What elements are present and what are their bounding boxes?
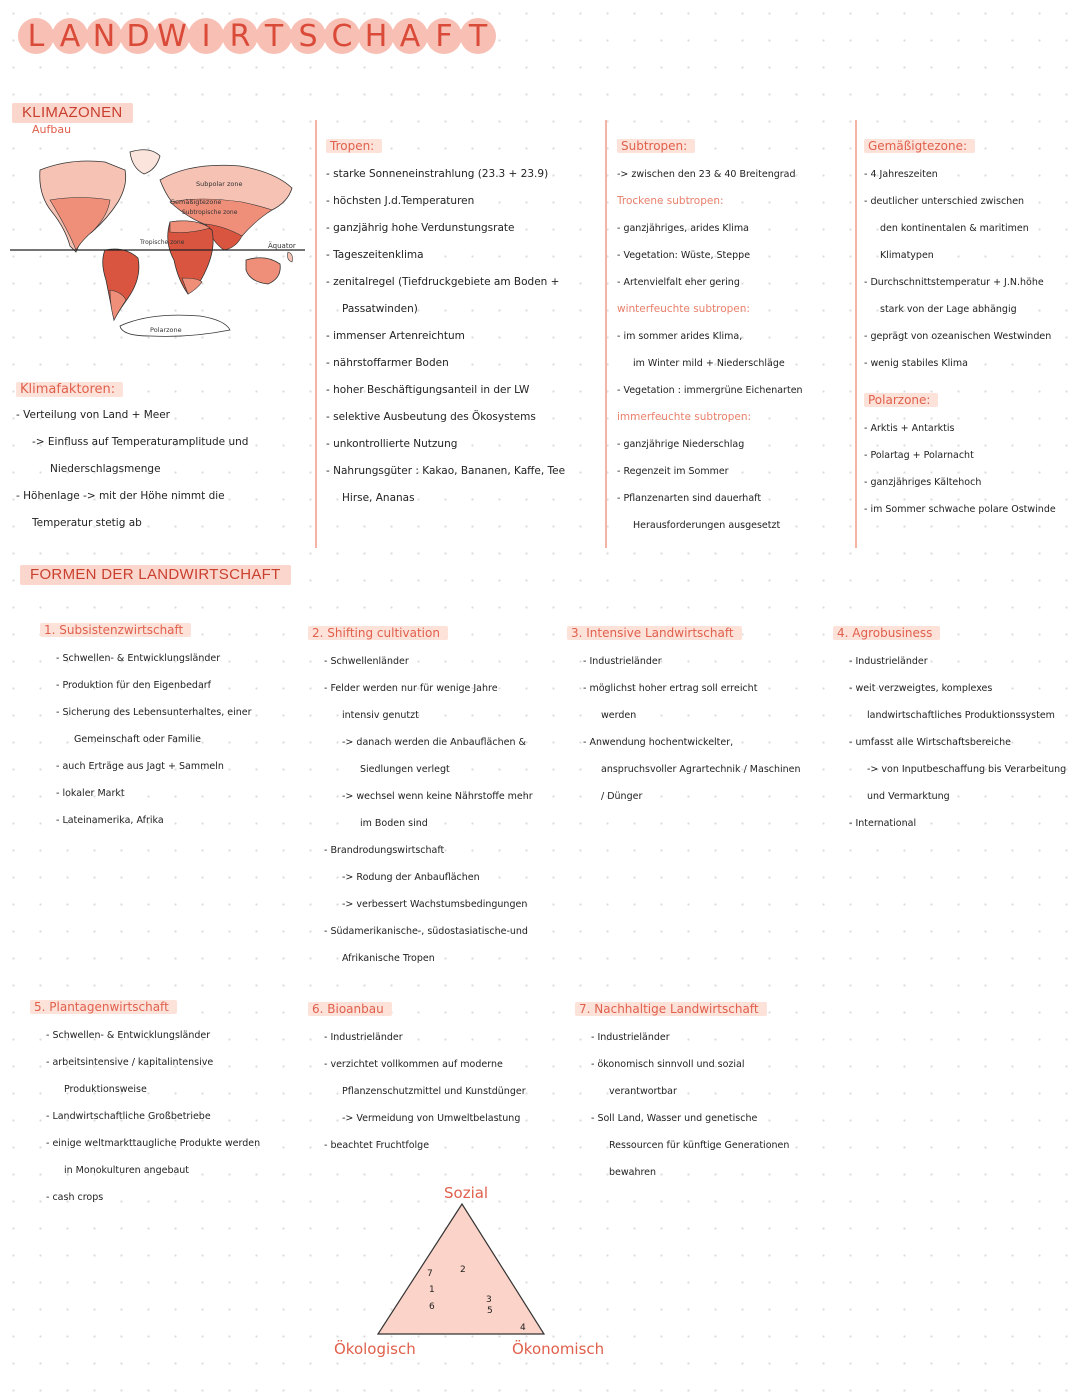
text-line: - Anwendung hochentwickelter, <box>583 737 734 748</box>
text-line: - verzichtet vollkommen auf moderne <box>324 1059 503 1070</box>
text-line: Gemeinschaft oder Familie <box>74 734 201 745</box>
title-letter: C <box>324 18 360 54</box>
form-2-block <box>308 620 533 972</box>
text-line: - Felder werden nur für wenige Jahre <box>324 683 498 694</box>
form-7-block <box>575 996 789 1186</box>
gemaessigt-block <box>864 133 1078 523</box>
text-line: - selektive Ausbeutung des Ökosystems <box>326 411 536 423</box>
polarzone-label: Polarzone: <box>864 393 938 407</box>
text-line: - Industrieländer <box>324 1032 403 1043</box>
text-line: - Industrieländer <box>591 1032 670 1043</box>
label-subtropisch: Subtropische zone <box>182 209 238 216</box>
text-line: - ganzjährig hohe Verdunstungsrate <box>326 222 515 234</box>
title-letter: H <box>358 18 394 54</box>
label-subpolar: Subpolar zone <box>196 180 243 188</box>
triangle-number: 5 <box>487 1306 493 1316</box>
text-line: werden <box>601 710 637 721</box>
form-3-block <box>567 620 801 810</box>
gemaessigt-label: Gemäßigtezone: <box>864 139 975 153</box>
text-line: - Artenvielfalt eher gering <box>617 277 740 288</box>
tropen-block <box>326 133 565 512</box>
form-6-label: 6. Bioanbau <box>308 1002 392 1016</box>
text-line: Hirse, Ananas <box>342 492 415 504</box>
text-line: - im sommer arides Klima, <box>617 331 743 342</box>
text-line: - Sicherung des Lebensunterhaltes, einer <box>56 707 252 718</box>
text-line: - höchsten J.d.Temperaturen <box>326 195 475 207</box>
form-7-label: 7. Nachhaltige Landwirtschaft <box>575 1002 767 1016</box>
title-letter: A <box>52 18 88 54</box>
title-letter: F <box>426 18 462 54</box>
text-line: - im Sommer schwache polare Ostwinde <box>864 504 1056 515</box>
text-line: in Monokulturen angebaut <box>64 1165 190 1176</box>
text-line: - Höhenlage -> mit der Höhe nimmt die <box>16 490 225 502</box>
text-line: Niederschlagsmenge <box>50 463 161 475</box>
text-line: - Landwirtschaftliche Großbetriebe <box>46 1111 211 1122</box>
text-line: verantwortbar <box>609 1086 677 1097</box>
text-line: - weit verzweigtes, komplexes <box>849 683 993 694</box>
text-line: - 4 Jahreszeiten <box>864 169 938 180</box>
triangle-number: 3 <box>486 1295 492 1305</box>
page-title <box>18 18 494 54</box>
text-line: Ressourcen für künftige Generationen <box>609 1140 790 1151</box>
text-line: - Industrieländer <box>849 656 928 667</box>
text-line: - Soll Land, Wasser und genetische <box>591 1113 758 1124</box>
text-line: - auch Erträge aus Jagt + Sammeln <box>56 761 224 772</box>
form-1-label: 1. Subsistenzwirtschaft <box>40 623 191 637</box>
text-line: -> wechsel wenn keine Nährstoffe mehr <box>342 791 533 802</box>
text-line: - Pflanzenarten sind dauerhaft <box>617 493 762 504</box>
subtropen-label: Subtropen: <box>617 139 695 153</box>
text-line: / Dünger <box>601 791 643 802</box>
text-line: - Lateinamerika, Afrika <box>56 815 164 826</box>
label-polar: Polarzone <box>150 326 182 334</box>
text-line: - geprägt von ozeanischen Westwinden <box>864 331 1052 342</box>
text-line: - Schwellen- & Entwicklungsländer <box>56 653 221 664</box>
text-line: - Südamerikanische-, südostasiatische-und <box>324 926 528 937</box>
form-4-block <box>833 620 1079 837</box>
text-line: - beachtet Fruchtfolge <box>324 1140 430 1151</box>
text-line: - Polartag + Polarnacht <box>864 450 974 461</box>
text-line: Herausforderungen ausgesetzt <box>633 520 781 531</box>
text-line: - Arktis + Antarktis <box>864 423 955 434</box>
text-line: Passatwinden) <box>342 303 418 315</box>
title-letter: R <box>222 18 258 54</box>
triangle-label-oekologisch: Ökologisch <box>334 1340 416 1358</box>
form-5-label: 5. Plantagenwirtschaft <box>30 1000 177 1014</box>
column-divider <box>605 120 607 548</box>
label-aequator: Äquator <box>268 242 296 250</box>
title-letter: N <box>86 18 122 54</box>
klimafaktoren-label: Klimafaktoren: <box>16 382 123 397</box>
text-line: - arbeitsintensive / kapitalintensive <box>46 1057 214 1068</box>
text-line: den kontinentalen & maritimen <box>880 223 1029 234</box>
text-line: - Verteilung von Land + Meer <box>16 409 170 421</box>
text-line: - Vegetation : immergrüne Eichenarten <box>617 385 803 396</box>
aufbau-label: Aufbau <box>32 123 72 136</box>
text-line: Produktionsweise <box>64 1084 147 1095</box>
form-5-block <box>30 994 260 1211</box>
winterfeuchte-subtropen-label: winterfeuchte subtropen: <box>617 303 750 315</box>
triangle-label-oekonomisch: Ökonomisch <box>512 1340 605 1358</box>
text-line: - cash crops <box>46 1192 104 1203</box>
text-line: - zenitalregel (Tiefdruckgebiete am Boden + <box>326 276 560 288</box>
triangle-number: 1 <box>429 1285 435 1295</box>
title-letter: L <box>18 18 54 54</box>
text-line: - Durchschnittstemperatur + J.N.höhe <box>864 277 1044 288</box>
text-line: - Produktion für den Eigenbedarf <box>56 680 212 691</box>
text-line: - wenig stabiles Klima <box>864 358 968 369</box>
form-2-label: 2. Shifting cultivation <box>308 626 448 640</box>
text-line: - nährstoffarmer Boden <box>326 357 449 369</box>
text-line: -> Rodung der Anbauflächen <box>342 872 480 883</box>
immerfeuchte-subtropen-label: immerfeuchte subtropen: <box>617 411 752 423</box>
form-3-label: 3. Intensive Landwirtschaft <box>567 626 742 640</box>
text-line: im Boden sind <box>360 818 428 829</box>
title-letter: I <box>188 18 224 54</box>
text-line: - ökonomisch sinnvoll und sozial <box>591 1059 745 1070</box>
trockene-subtropen-label: Trockene subtropen: <box>617 195 724 207</box>
klimazonen-heading: KLIMAZONEN <box>12 104 133 122</box>
text-line: Afrikanische Tropen <box>342 953 435 964</box>
text-line: - ganzjähriges, arides Klima <box>617 223 749 234</box>
klimafaktoren-block <box>16 376 248 537</box>
title-letter: W <box>154 18 190 54</box>
text-line: bewahren <box>609 1167 657 1178</box>
text-line: - möglichst hoher ertrag soll erreicht <box>583 683 758 694</box>
text-line: Pflanzenschutzmittel und Kunstdünger <box>342 1086 526 1097</box>
triangle-number: 6 <box>429 1302 435 1312</box>
form-6-block <box>308 996 526 1159</box>
title-letter: A <box>392 18 428 54</box>
text-line: Temperatur stetig ab <box>32 517 142 529</box>
text-line: - starke Sonneneinstrahlung (23.3 + 23.9) <box>326 168 549 180</box>
text-line: intensiv genutzt <box>342 710 419 721</box>
text-line: - Nahrungsgüter : Kakao, Bananen, Kaffe, Tee <box>326 465 566 477</box>
text-line: Klimatypen <box>880 250 934 261</box>
text-line: - hoher Beschäftigungsanteil in der LW <box>326 384 530 396</box>
page-title-text <box>18 18 19 19</box>
text-line: - ganzjährige Niederschlag <box>617 439 745 450</box>
page-title-letters <box>18 19 494 54</box>
text-line: -> Vermeidung von Umweltbelastung <box>342 1113 521 1124</box>
text-line: - ganzjähriges Kältehoch <box>864 477 982 488</box>
text-line: - International <box>849 818 917 829</box>
text-line: und Vermarktung <box>867 791 950 802</box>
triangle-number: 2 <box>460 1265 466 1275</box>
text-line: -> danach werden die Anbauflächen & <box>342 737 526 748</box>
text-line: Siedlungen verlegt <box>360 764 450 775</box>
title-letter: S <box>290 18 326 54</box>
text-line: anspruchsvoller Agrartechnik / Maschinen <box>601 764 801 775</box>
text-line: - immenser Artenreichtum <box>326 330 465 342</box>
tropen-label: Tropen: <box>326 139 382 153</box>
text-line: - Tageszeitenklima <box>326 249 424 261</box>
text-line: - einige weltmarkttaugliche Produkte werden <box>46 1138 261 1149</box>
text-line: landwirtschaftliches Produktionssystem <box>867 710 1055 721</box>
text-line: -> Einfluss auf Temperaturamplitude und <box>32 436 249 448</box>
formen-heading: FORMEN DER LANDWIRTSCHAFT <box>20 566 291 584</box>
text-line: - umfasst alle Wirtschaftsbereiche <box>849 737 1011 748</box>
text-line: - lokaler Markt <box>56 788 125 799</box>
text-line: - unkontrollierte Nutzung <box>326 438 458 450</box>
text-line: - Brandrodungswirtschaft <box>324 845 445 856</box>
column-divider <box>315 120 317 548</box>
form-4-label: 4. Agrobusiness <box>833 626 940 640</box>
triangle-number: 7 <box>427 1269 433 1279</box>
label-gemaessigt: Gemäßigtezone <box>170 198 222 206</box>
form-1-block <box>40 617 252 834</box>
column-divider <box>855 120 857 548</box>
text-line: - Regenzeit im Sommer <box>617 466 729 477</box>
world-map <box>10 140 305 345</box>
title-letter: D <box>120 18 156 54</box>
label-tropisch: Tropische zone <box>140 239 185 246</box>
text-line: - Schwellen- & Entwicklungsländer <box>46 1030 211 1041</box>
text-line: -> von Inputbeschaffung bis Verarbeitung <box>867 764 1067 775</box>
title-letter: T <box>256 18 292 54</box>
text-line: im Winter mild + Niederschläge <box>633 358 785 369</box>
sustainability-triangle <box>330 1176 650 1366</box>
text-line: -> zwischen den 23 & 40 Breitengrad <box>617 169 796 180</box>
text-line: - deutlicher unterschied zwischen <box>864 196 1025 207</box>
subtropen-block <box>617 133 803 539</box>
text-line: - Schwellenländer <box>324 656 409 667</box>
text-line: - Industrieländer <box>583 656 662 667</box>
text-line: -> verbessert Wachstumsbedingungen <box>342 899 528 910</box>
text-line: stark von der Lage abhängig <box>880 304 1017 315</box>
triangle-number: 4 <box>520 1323 526 1333</box>
title-letter: T <box>460 18 496 54</box>
triangle-label-sozial: Sozial <box>444 1184 489 1202</box>
text-line: - Vegetation: Wüste, Steppe <box>617 250 751 261</box>
